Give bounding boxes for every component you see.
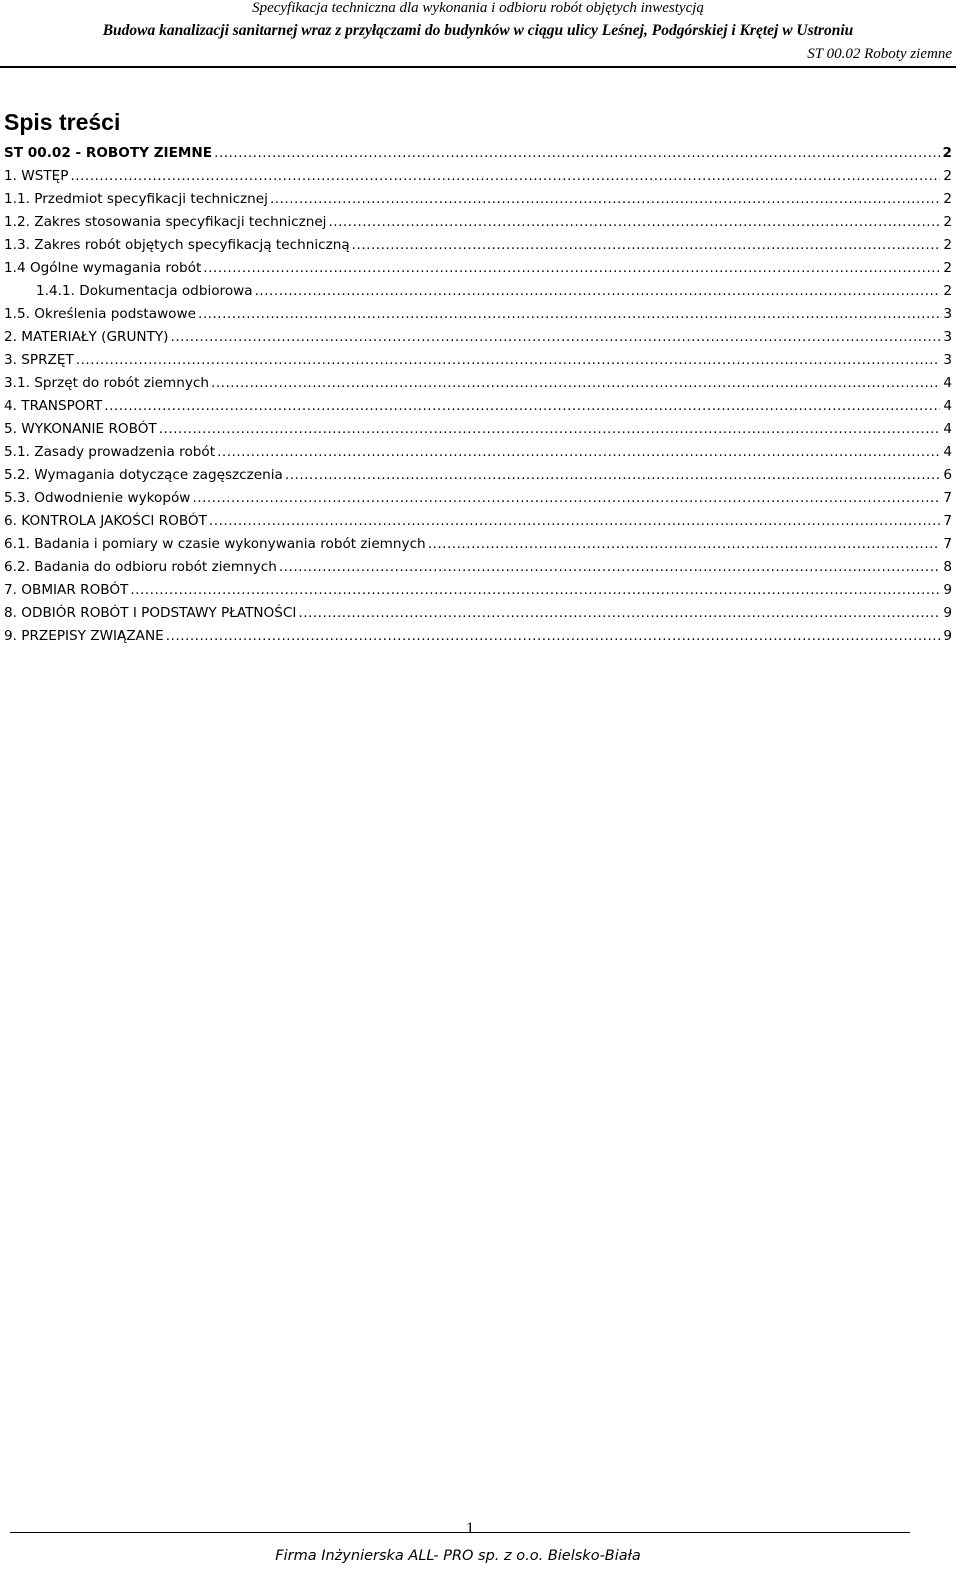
toc-entry[interactable] — [4, 372, 952, 395]
toc-dot-leader — [285, 464, 940, 487]
toc-entry-label: 6. KONTROLA JAKOŚCI ROBÓT — [4, 513, 207, 529]
toc-entry-label: 3.1. Sprzęt do robót ziemnych — [4, 375, 209, 391]
toc-dot-leader — [104, 395, 940, 418]
toc-dot-leader — [192, 487, 940, 510]
toc-dot-leader — [214, 142, 939, 165]
toc-entry[interactable] — [4, 418, 952, 441]
toc-entry-label: 9. PRZEPISY ZWIĄZANE — [4, 628, 164, 644]
toc-entry-page: 9 — [943, 628, 952, 644]
toc-entry-page: 2 — [942, 145, 952, 161]
toc-entry[interactable] — [4, 602, 952, 625]
toc-dot-leader — [76, 349, 941, 372]
toc-entry[interactable] — [4, 326, 952, 349]
toc-dot-leader — [279, 556, 940, 579]
toc-entry-page: 2 — [943, 191, 952, 207]
toc-entry[interactable] — [4, 579, 952, 602]
footer-company: Firma Inżynierska ALL- PRO sp. z o.o. Bielsko-Biała — [275, 1548, 641, 1564]
toc-entry-page: 2 — [943, 260, 952, 276]
toc-entry[interactable] — [4, 188, 952, 211]
toc-entry-page: 7 — [943, 490, 952, 506]
toc-dot-leader — [171, 326, 941, 349]
toc-entry-label: 1.3. Zakres robót objętych specyfikacją techniczną — [4, 237, 350, 253]
toc-entry[interactable] — [4, 303, 952, 326]
toc-entry-page: 4 — [943, 398, 952, 414]
toc-entry[interactable] — [4, 510, 952, 533]
toc-entry-page: 2 — [943, 214, 952, 230]
toc-entry[interactable] — [4, 395, 952, 418]
toc-dot-leader — [255, 280, 941, 303]
toc-entry[interactable] — [4, 142, 952, 165]
toc-entry[interactable] — [4, 625, 952, 648]
toc-entry-label: 1.2. Zakres stosowania specyfikacji technicznej — [4, 214, 327, 230]
toc-entry-page: 3 — [943, 329, 952, 345]
toc-entry-label: 5.3. Odwodnienie wykopów — [4, 490, 191, 506]
toc-entry[interactable] — [4, 257, 952, 280]
toc-entry-page: 4 — [943, 375, 952, 391]
toc-entry-page: 4 — [943, 421, 952, 437]
toc-dot-leader — [198, 303, 940, 326]
toc-entry-label: 1.4 Ogólne wymagania robót — [4, 260, 202, 276]
toc-dot-leader — [209, 510, 940, 533]
toc-dot-leader — [217, 441, 940, 464]
toc-entry[interactable] — [4, 165, 952, 188]
toc-entry-page: 6 — [943, 467, 952, 483]
toc-entry-page: 2 — [943, 237, 952, 253]
toc-entry-label: 3. SPRZĘT — [4, 352, 74, 368]
header-section-code: ST 00.02 Roboty ziemne — [807, 46, 952, 62]
toc-entry-label: 5.1. Zasady prowadzenia robót — [4, 444, 216, 460]
toc-entry[interactable] — [4, 234, 952, 257]
toc-entry-page: 9 — [943, 582, 952, 598]
toc-dot-leader — [211, 372, 940, 395]
toc-entry-label: 2. MATERIAŁY (GRUNTY) — [4, 329, 169, 345]
toc-entry[interactable] — [4, 441, 952, 464]
toc-dot-leader — [130, 579, 940, 602]
toc-entry-label: 5. WYKONANIE ROBÓT — [4, 421, 157, 437]
toc-entry-page: 8 — [943, 559, 952, 575]
toc-entry-page: 7 — [943, 536, 952, 552]
toc-entry[interactable] — [4, 533, 952, 556]
page-number: 1 — [466, 1520, 474, 1537]
header-document-title: Specyfikacja techniczna dla wykonania i odbioru robót objętych inwestycją — [252, 0, 704, 16]
toc-entry[interactable] — [4, 487, 952, 510]
toc-entry-label: 6.2. Badania do odbioru robót ziemnych — [4, 559, 277, 575]
table-of-contents — [4, 142, 952, 648]
header-divider — [0, 66, 956, 68]
toc-dot-leader — [428, 533, 941, 556]
toc-entry-label: 1.1. Przedmiot specyfikacji technicznej — [4, 191, 268, 207]
toc-entry[interactable] — [4, 211, 952, 234]
toc-entry-label: ST 00.02 - ROBOTY ZIEMNE — [4, 145, 213, 161]
toc-dot-leader — [298, 602, 940, 625]
toc-entry-page: 7 — [943, 513, 952, 529]
toc-entry-label: 5.2. Wymagania dotyczące zagęszczenia — [4, 467, 283, 483]
toc-entry-page: 9 — [943, 605, 952, 621]
footer-divider — [10, 1532, 910, 1533]
toc-dot-leader — [352, 234, 941, 257]
toc-entry-label: 1.5. Określenia podstawowe — [4, 306, 196, 322]
toc-dot-leader — [203, 257, 940, 280]
toc-dot-leader — [270, 188, 940, 211]
toc-entry-page: 3 — [943, 306, 952, 322]
toc-dot-leader — [328, 211, 940, 234]
toc-entry-page: 4 — [943, 444, 952, 460]
toc-entry-label: 1. WSTĘP — [4, 168, 69, 184]
toc-entry[interactable] — [4, 280, 952, 303]
toc-title: Spis treści — [4, 109, 121, 135]
toc-entry-label: 6.1. Badania i pomiary w czasie wykonywania robót ziemnych — [4, 536, 426, 552]
toc-entry[interactable] — [4, 349, 952, 372]
toc-entry-label: 4. TRANSPORT — [4, 398, 103, 414]
toc-entry[interactable] — [4, 556, 952, 579]
toc-entry-label: 1.4.1. Dokumentacja odbiorowa — [36, 283, 253, 299]
toc-dot-leader — [166, 625, 941, 648]
toc-entry-page: 2 — [943, 168, 952, 184]
toc-entry[interactable] — [4, 464, 952, 487]
toc-entry-label: 7. OBMIAR ROBÓT — [4, 582, 129, 598]
toc-entry-label: 8. ODBIÓR ROBÓT I PODSTAWY PŁATNOŚCI — [4, 605, 297, 621]
toc-entry-page: 2 — [943, 283, 952, 299]
toc-dot-leader — [70, 165, 940, 188]
toc-entry-page: 3 — [943, 352, 952, 368]
header-project-title: Budowa kanalizacji sanitarnej wraz z przyłączami do budynków w ciągu ulicy Leśnej, Podgórskiej i Krętej w Ustroniu — [102, 22, 854, 39]
toc-dot-leader — [159, 418, 941, 441]
